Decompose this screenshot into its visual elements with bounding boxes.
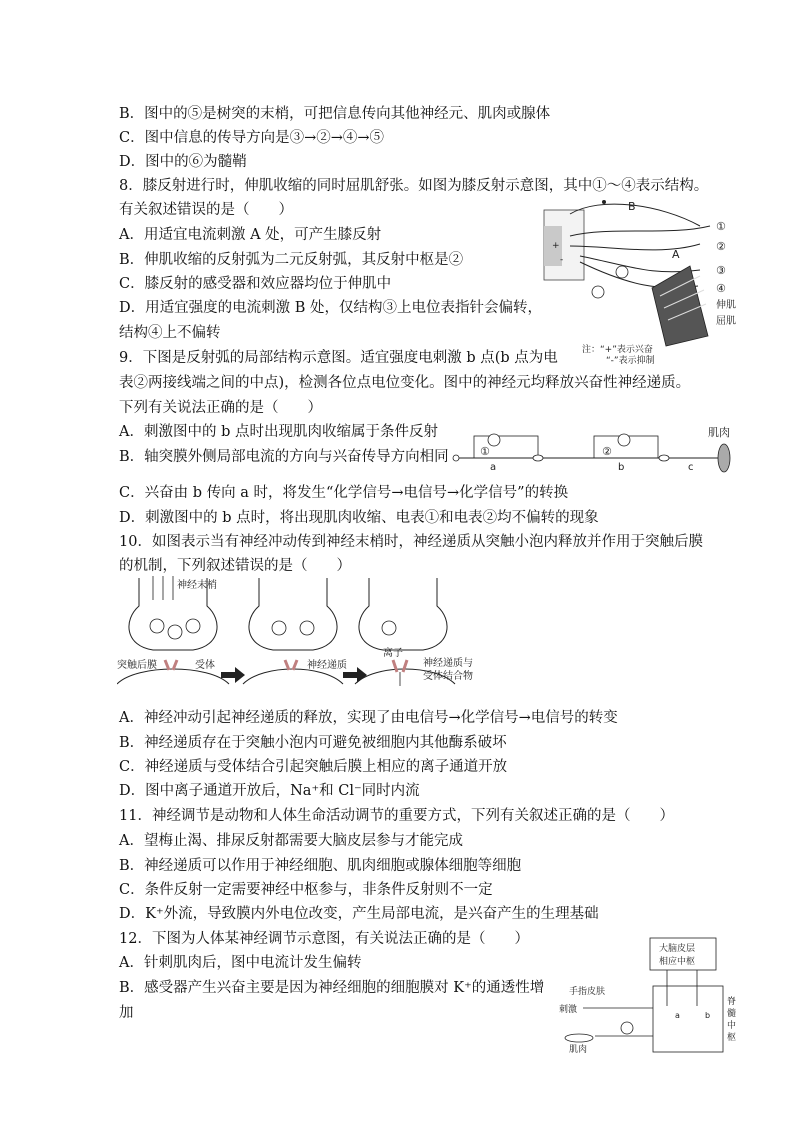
meter-2-label: ②: [602, 445, 612, 458]
note-inhibit: “-”表示抑制: [606, 356, 655, 366]
spinal-4: 枢: [727, 1033, 737, 1043]
spinal-2: 髓: [727, 1009, 737, 1019]
label-b: b: [705, 1011, 711, 1020]
label-extensor: 伸肌: [716, 300, 736, 311]
option-10A: A．神经冲动引起神经递质的释放，实现了由电信号→化学信号→电信号的转变: [119, 710, 618, 726]
synapse-panel-3: [355, 578, 455, 686]
minus-sign: -: [560, 255, 564, 265]
option-12B-cont: 加: [119, 1005, 134, 1021]
muscle-shape: [565, 1034, 593, 1042]
label-cortex-2: 相应中枢: [659, 957, 696, 967]
label-skin: 手指皮肤: [569, 987, 606, 997]
label-flexor: 屈肌: [716, 316, 736, 327]
option-12A: A．针刺肌肉后，图中电流计发生偏转: [119, 955, 362, 971]
question-9-stem-3: 下列有关说法正确的是（ ）: [119, 400, 322, 416]
label-3: ③: [716, 264, 726, 277]
option-9D: D．刺激图中的 b 点时，将出现肌肉收缩、电表①和电表②均不偏转的现象: [119, 510, 599, 526]
label-complex-2: 受体结合物: [423, 671, 473, 682]
meter-upper-icon: [616, 266, 628, 278]
question-8-stem: 8．膝反射进行时，伸肌收缩的同时屈肌舒张。如图为膝反射示意图，其中①～④表示结构。: [119, 178, 709, 194]
option-7B: B．图中的⑤是树突的末梢，可把信息传向其他神经元、肌肉或腺体: [119, 106, 551, 122]
option-8C: C．膝反射的感受器和效应器均位于伸肌中: [119, 276, 392, 292]
spinal-3: 中: [727, 1021, 737, 1031]
note-excite: 注：“+”表示兴奋: [582, 345, 653, 355]
option-11A: A．望梅止渴、排尿反射都需要大脑皮层参与才能完成: [119, 833, 463, 849]
nerve-2: [570, 244, 700, 250]
option-11D: D．K⁺外流，导致膜内外电位改变，产生局部电流，是兴奋产生的生理基础: [119, 906, 599, 922]
label-complex-1: 神经递质与: [423, 658, 473, 669]
label-2: ②: [716, 240, 726, 253]
option-11C: C．条件反射一定需要神经中枢参与，非条件反射则不一定: [119, 882, 493, 898]
option-11B: B．神经递质可以作用于神经细胞、肌肉细胞或腺体细胞等细胞: [119, 858, 522, 874]
meter-lower-icon: [592, 286, 604, 298]
neural-regulation-figure: [555, 936, 745, 1054]
option-9A: A．刺激图中的 b 点时出现肌肉收缩属于条件反射: [119, 424, 438, 440]
label-ion: 离子: [383, 648, 403, 659]
question-9-stem-2: 表②两接线端之间的中点)，检测各位点电位变化。图中的神经元均释放兴奋性神经递质。: [119, 375, 691, 391]
synapse-1: [533, 455, 543, 461]
neuron-start: [453, 455, 459, 461]
option-9C: C．兴奋由 b 传向 a 时，将发生“化学信号→电信号→化学信号”的转换: [119, 485, 569, 501]
nerve-3: [580, 256, 700, 272]
label-stim: 刺激: [559, 1005, 578, 1015]
knee-reflex-figure: [540, 196, 750, 366]
muscle-shape: [718, 444, 730, 472]
label-transmitter: 神经递质: [307, 660, 347, 671]
spinal-1: 脊: [727, 997, 737, 1007]
option-8D-cont: 结构④上不偏转: [119, 325, 221, 341]
option-7D: D．图中的⑥为髓鞘: [119, 154, 247, 170]
label-cortex-1: 大脑皮层: [659, 944, 696, 954]
question-8-stem-2: 有关叙述错误的是（ ）: [119, 202, 293, 218]
label-B: B: [628, 200, 636, 213]
question-12-stem: 12．下图为人体某神经调节示意图，有关说法正确的是（ ）: [119, 931, 529, 947]
label-postsyn: 突触后膜: [117, 660, 157, 671]
label-terminal: 神经末梢: [177, 580, 217, 591]
galvanometer-icon: [621, 1022, 633, 1034]
label-c: c: [688, 462, 694, 473]
option-8A: A．用适宜电流刺激 A 处，可产生膝反射: [119, 227, 382, 243]
reflex-arc-figure: [450, 422, 750, 474]
option-12B: B．感受器产生兴奋主要是因为神经细胞的细胞膜对 K⁺的通透性增: [119, 980, 545, 996]
label-a: a: [490, 462, 497, 473]
option-9B: B．轴突膜外侧局部电流的方向与兴奋传导方向相同: [119, 449, 449, 465]
option-10D: D．图中离子通道开放后，Na⁺和 Cl⁻同时内流: [119, 783, 420, 799]
option-8D: D．用适宜强度的电流刺激 B 处，仅结构③上电位表指针会偏转，: [119, 300, 542, 316]
option-7C: C．图中信息的传导方向是③→②→④→⑤: [119, 130, 385, 146]
label-b: b: [618, 462, 625, 473]
question-10-stem-2: 的机制，下列叙述错误的是（ ）: [119, 558, 351, 574]
question-11-stem: 11．神经调节是动物和人体生命活动调节的重要方式，下列有关叙述正确的是（ ）: [119, 808, 674, 824]
label-1: ①: [716, 220, 726, 233]
label-A: A: [672, 248, 680, 261]
question-9-stem: 9．下图是反射弧的局部结构示意图。适宜强度电刺激 b 点(b 点为电: [119, 350, 558, 366]
meter-2-icon: [618, 434, 630, 446]
spinal-box: [653, 986, 723, 1052]
point-B: [602, 200, 606, 204]
label-muscle: 肌肉: [708, 426, 730, 439]
label-receptor: 受体: [195, 660, 215, 671]
label-4: ④: [716, 282, 726, 295]
question-10-stem: 10．如图表示当有神经冲动传到神经末梢时，神经递质从突触小泡内释放并作用于突触后膜: [119, 534, 703, 550]
plus-sign: +: [552, 241, 560, 251]
muscle-block: [652, 266, 708, 346]
label-a: a: [675, 1011, 680, 1020]
nerve-1: [570, 226, 710, 236]
synapse-2: [659, 455, 669, 461]
option-10B: B．神经递质存在于突触小泡内可避免被细胞内其他酶系破坏: [119, 735, 507, 751]
synapse-figure: [117, 576, 497, 701]
label-muscle: 肌肉: [569, 1045, 588, 1054]
option-8B: B．伸肌收缩的反射弧为二元反射弧，其反射中枢是②: [119, 252, 464, 268]
meter-1-label: ①: [480, 445, 490, 458]
option-10C: C．神经递质与受体结合引起突触后膜上相应的离子通道开放: [119, 759, 508, 775]
